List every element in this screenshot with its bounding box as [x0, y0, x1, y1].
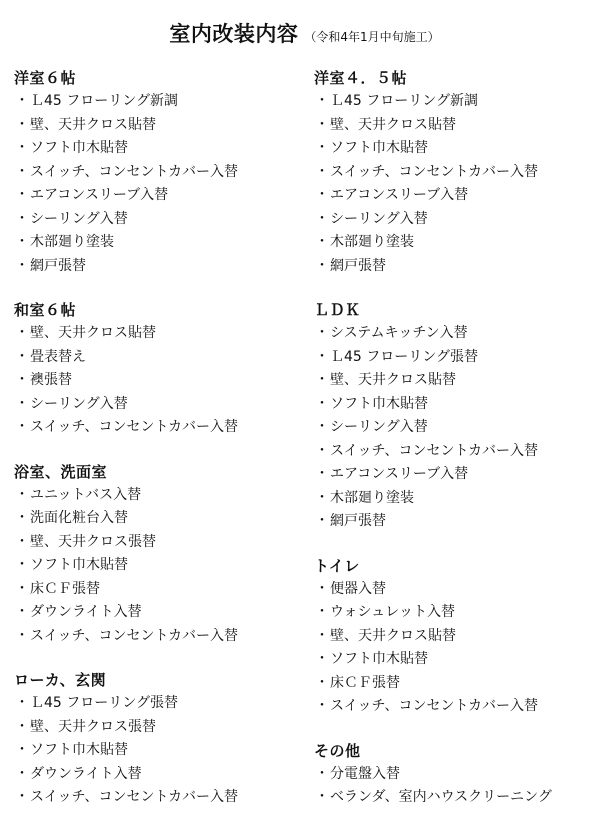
list-item-text: Ｌ45 フローリング張替	[30, 695, 178, 711]
list-item-text: スイッチ、コンセントカバー入替	[30, 627, 239, 644]
list-item-text: スイッチ、コンセントカバー入替	[30, 163, 239, 180]
section-heading: ＬＤＫ	[314, 301, 361, 319]
bullet-mark: ・	[15, 486, 29, 503]
list-item	[14, 393, 304, 417]
section-heading: ローカ、玄関	[14, 671, 107, 689]
left-section-1	[14, 66, 304, 278]
list-item	[314, 208, 604, 232]
list-item	[14, 692, 304, 716]
list-item	[14, 484, 304, 508]
bullet-mark: ・	[15, 419, 29, 435]
bullet-mark: ・	[315, 580, 329, 597]
section-heading: 洋室４．５帖	[314, 69, 408, 87]
list-item-text: エアコンスリーブ入替	[330, 466, 469, 482]
page-subtitle: （令和4年1月中旬施工）	[304, 30, 440, 44]
list-item	[14, 507, 304, 531]
list-item-text: シーリング入替	[30, 210, 128, 227]
bullet-mark: ・	[15, 325, 29, 341]
bullet-mark: ・	[315, 187, 329, 203]
list-item	[314, 114, 604, 138]
list-item-text: ダウンライト入替	[30, 765, 142, 782]
list-item	[314, 231, 604, 255]
list-item	[314, 510, 604, 534]
list-item-text: 畳表替え	[30, 348, 86, 365]
bullet-mark: ・	[15, 163, 29, 180]
list-item	[314, 440, 604, 464]
bullet-mark: ・	[15, 580, 29, 597]
list-item-text: 木部廻り塗装	[330, 234, 414, 250]
list-item-text: ユニットバス入替	[30, 486, 142, 503]
bullet-mark: ・	[15, 533, 29, 550]
list-item	[314, 763, 604, 787]
bullet-mark: ・	[315, 604, 329, 620]
list-item	[314, 672, 604, 696]
bullet-mark: ・	[15, 695, 29, 711]
list-item	[14, 786, 304, 810]
bullet-mark: ・	[315, 372, 329, 388]
bullet-mark: ・	[315, 698, 329, 714]
page-title: 室内改装内容	[169, 22, 299, 46]
list-item-text: ソフト巾木貼替	[330, 395, 428, 412]
list-item-text: 襖張替	[30, 372, 72, 388]
bullet-mark: ・	[15, 257, 29, 274]
bullet-mark: ・	[315, 234, 329, 250]
list-item-text: 壁、天井クロス張替	[30, 718, 156, 735]
bullet-mark: ・	[15, 395, 29, 412]
list-item	[14, 137, 304, 161]
bullet-mark: ・	[315, 674, 329, 691]
list-item	[314, 161, 604, 185]
list-item	[314, 648, 604, 672]
list-item	[14, 578, 304, 602]
list-item-text: エアコンスリーブ入替	[30, 187, 169, 203]
list-item	[14, 531, 304, 555]
list-item-text: ソフト巾木貼替	[30, 557, 128, 573]
bullet-mark: ・	[15, 234, 29, 250]
list-item	[14, 231, 304, 255]
bullet-mark: ・	[315, 257, 329, 274]
list-item	[14, 114, 304, 138]
list-item	[314, 393, 604, 417]
list-item-text: 洗面化粧台入替	[30, 510, 128, 526]
section-heading: 洋室６帖	[14, 69, 77, 87]
list-item-text: 壁、天井クロス貼替	[330, 116, 456, 133]
title-row	[0, 18, 609, 48]
bullet-mark: ・	[315, 489, 329, 506]
list-item-text: 便器入替	[330, 580, 386, 597]
bullet-mark: ・	[15, 116, 29, 133]
bullet-mark: ・	[15, 742, 29, 758]
list-item	[14, 554, 304, 578]
list-item	[314, 487, 604, 511]
left-section-2	[14, 298, 304, 440]
list-item	[14, 346, 304, 370]
list-item	[14, 369, 304, 393]
bullet-mark: ・	[315, 442, 329, 459]
list-item	[314, 416, 604, 440]
list-item	[314, 346, 604, 370]
list-item	[314, 137, 604, 161]
bullet-mark: ・	[15, 140, 29, 156]
bullet-mark: ・	[15, 765, 29, 782]
list-item	[14, 739, 304, 763]
list-item-text: 木部廻り塗装	[330, 489, 414, 506]
list-item-text: スイッチ、コンセントカバー入替	[30, 419, 239, 435]
list-item-text: シーリング入替	[330, 419, 428, 435]
list-item	[314, 695, 604, 719]
list-item-text: ソフト巾木貼替	[30, 742, 128, 758]
list-item-text: Ｌ45 フローリング新調	[30, 93, 178, 109]
list-item-text: シーリング入替	[30, 395, 128, 412]
list-item-text: スイッチ、コンセントカバー入替	[30, 789, 239, 805]
left-section-4	[14, 668, 304, 810]
right-section-3	[314, 554, 604, 719]
list-item-text: シーリング入替	[330, 210, 428, 227]
list-item-text: 壁、天井クロス張替	[30, 533, 156, 550]
list-item	[14, 601, 304, 625]
bullet-mark: ・	[15, 510, 29, 526]
left-column	[14, 66, 304, 830]
right-column	[314, 66, 604, 830]
list-item	[14, 208, 304, 232]
list-item	[14, 763, 304, 787]
bullet-mark: ・	[315, 116, 329, 133]
list-item	[14, 255, 304, 279]
bullet-mark: ・	[15, 718, 29, 735]
list-item	[314, 786, 604, 810]
list-item-text: 床ＣＦ張替	[30, 580, 100, 597]
list-item	[314, 578, 604, 602]
bullet-mark: ・	[315, 765, 329, 782]
bullet-mark: ・	[15, 187, 29, 203]
bullet-mark: ・	[15, 627, 29, 644]
bullet-mark: ・	[315, 395, 329, 412]
list-item	[314, 255, 604, 279]
bullet-mark: ・	[315, 789, 329, 805]
list-item-text: 網戸張替	[330, 513, 386, 529]
section-heading: 和室６帖	[14, 301, 77, 319]
section-heading: その他	[314, 741, 361, 760]
list-item-text: スイッチ、コンセントカバー入替	[330, 163, 539, 180]
bullet-mark: ・	[315, 163, 329, 180]
bullet-mark: ・	[15, 93, 29, 109]
right-section-1	[314, 66, 604, 278]
section-heading: トイレ	[314, 556, 360, 575]
list-item-text: スイッチ、コンセントカバー入替	[330, 698, 539, 714]
bullet-mark: ・	[315, 466, 329, 482]
list-item	[14, 90, 304, 114]
list-item-text: 壁、天井クロス貼替	[330, 627, 456, 644]
list-item-text: ベランダ、室内ハウスクリーニング	[330, 789, 552, 805]
list-item-text: 床ＣＦ張替	[330, 674, 400, 691]
list-item-text: 分電盤入替	[330, 765, 400, 782]
list-item	[314, 184, 604, 208]
list-item-text: ソフト巾木貼替	[30, 140, 128, 156]
bullet-mark: ・	[15, 604, 29, 620]
bullet-mark: ・	[315, 93, 329, 109]
list-item-text: Ｌ45 フローリング新調	[330, 93, 478, 109]
section-heading: 浴室、洗面室	[14, 462, 108, 481]
list-item	[314, 369, 604, 393]
list-item	[314, 463, 604, 487]
list-item-text: Ｌ45 フローリング張替	[330, 348, 478, 365]
bullet-mark: ・	[15, 348, 29, 365]
bullet-mark: ・	[15, 789, 29, 805]
list-item	[314, 601, 604, 625]
bullet-mark: ・	[15, 372, 29, 388]
list-item-text: 壁、天井クロス貼替	[330, 372, 456, 388]
list-item	[14, 625, 304, 649]
list-item	[314, 625, 604, 649]
list-item	[14, 416, 304, 440]
list-item-text: システムキッチン入替	[330, 325, 468, 341]
list-item-text: スイッチ、コンセントカバー入替	[330, 442, 539, 459]
left-section-3	[14, 460, 304, 649]
right-section-2	[314, 298, 604, 534]
list-item-text: 網戸張替	[30, 257, 86, 274]
list-item-text: ウォシュレット入替	[330, 604, 456, 620]
list-item-text: ソフト巾木貼替	[330, 651, 428, 667]
list-item-text: 網戸張替	[330, 257, 386, 274]
bullet-mark: ・	[315, 627, 329, 644]
list-item-text: ソフト巾木貼替	[330, 140, 428, 156]
list-item	[14, 716, 304, 740]
list-item	[314, 322, 604, 346]
list-item	[14, 184, 304, 208]
bullet-mark: ・	[315, 651, 329, 667]
bullet-mark: ・	[315, 348, 329, 365]
bullet-mark: ・	[315, 140, 329, 156]
bullet-mark: ・	[315, 325, 329, 341]
bullet-mark: ・	[315, 513, 329, 529]
right-section-4	[314, 739, 604, 810]
list-item-text: エアコンスリーブ入替	[330, 187, 469, 203]
list-item	[14, 161, 304, 185]
bullet-mark: ・	[15, 210, 29, 227]
bullet-mark: ・	[15, 557, 29, 573]
list-item-text: ダウンライト入替	[30, 604, 142, 620]
list-item-text: 木部廻り塗装	[30, 234, 114, 250]
bullet-mark: ・	[315, 210, 329, 227]
list-item-text: 壁、天井クロス貼替	[30, 325, 156, 341]
bullet-mark: ・	[315, 419, 329, 435]
list-item	[14, 322, 304, 346]
list-item-text: 壁、天井クロス貼替	[30, 116, 156, 133]
list-item	[314, 90, 604, 114]
